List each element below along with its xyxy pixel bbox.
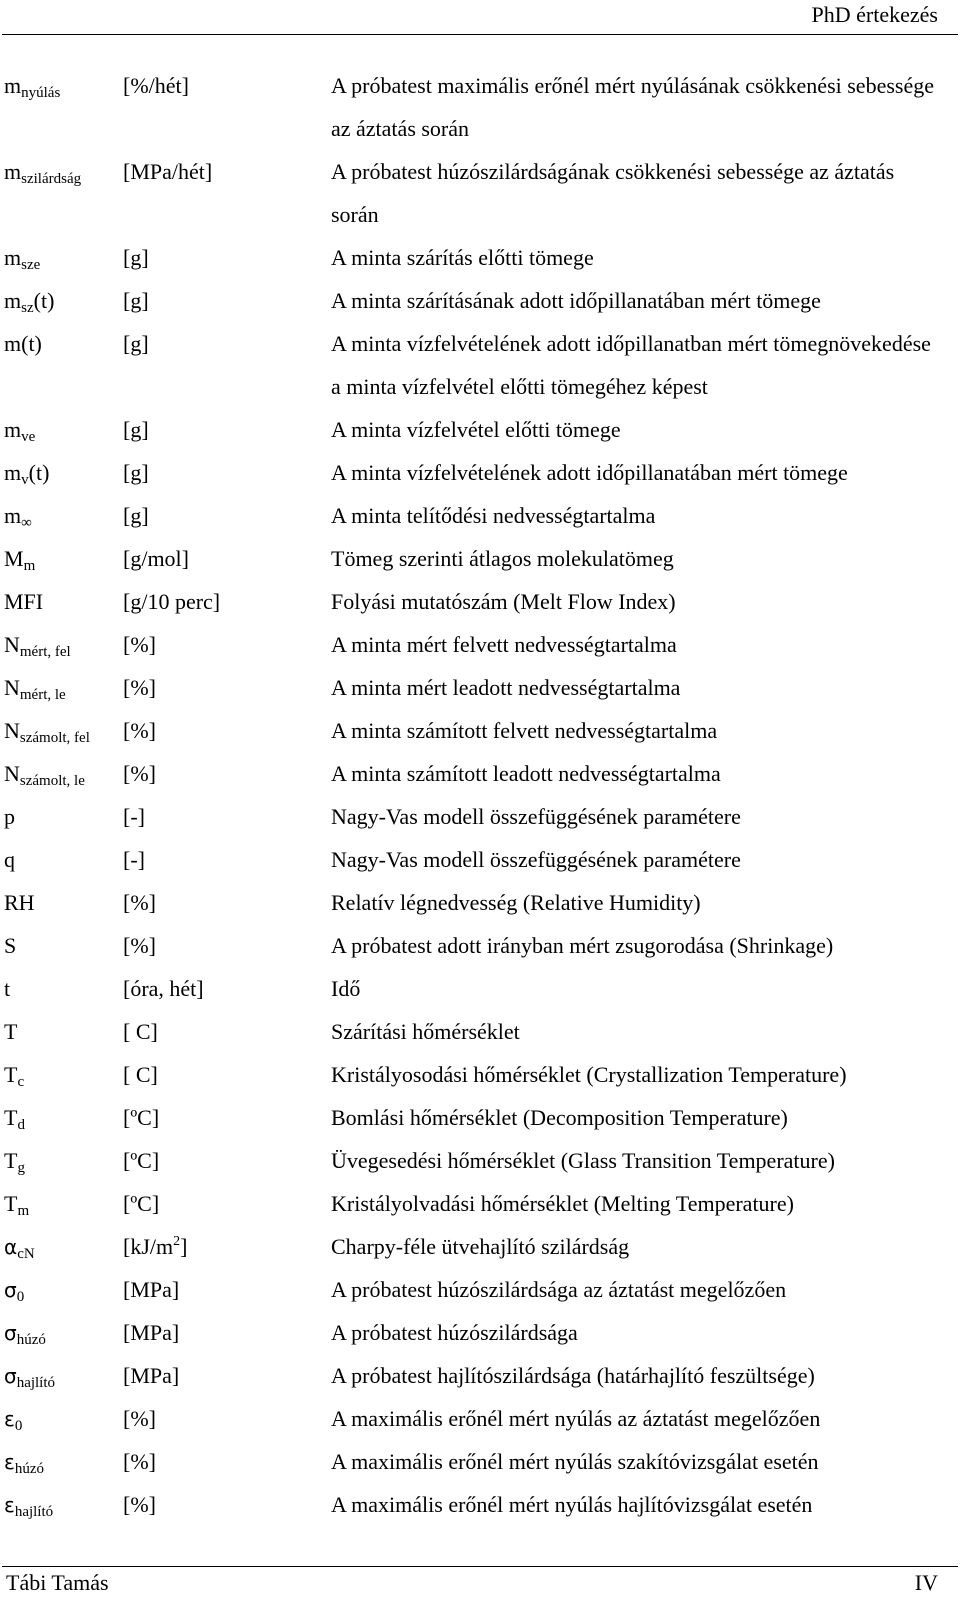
symbol (4, 1397, 22, 1441)
symbol-row (0, 752, 960, 795)
description: Folyási mutatószám (Melt Flow Index) (331, 589, 676, 614)
symbol-main: m(t) (4, 331, 42, 356)
symbol (4, 881, 35, 924)
page-number: IV (914, 1570, 938, 1595)
description: A minta vízfelvételének adott időpillanatban mért tömegnövekedése a minta vízfelvétel előtti tömegéhez képest (331, 331, 931, 399)
symbol-subscript: húzó (14, 1461, 44, 1477)
symbol-subscript: v (21, 472, 29, 488)
symbol-main: m (4, 288, 22, 313)
unit (123, 64, 189, 107)
unit (123, 1440, 156, 1483)
unit-text: [%] (123, 761, 156, 786)
description: Szárítási hőmérséklet (331, 1019, 520, 1044)
description: A próbatest hajlítószilárdsága (határhajlító feszültsége) (331, 1363, 815, 1388)
unit (123, 623, 156, 666)
symbol (4, 1268, 24, 1312)
symbol-main: ε (4, 1493, 15, 1517)
symbol-row (0, 709, 960, 752)
symbol-row (0, 1354, 960, 1397)
symbol (4, 1311, 46, 1355)
symbol-main: T (4, 1148, 18, 1173)
symbol-subscript: számolt, le (19, 773, 85, 789)
symbol-main: m (4, 460, 22, 485)
unit (123, 795, 145, 838)
unit-superscript: 2 (173, 1234, 181, 1249)
unit (123, 709, 156, 752)
header-title: PhD értekezés (811, 2, 938, 27)
description: A minta vízfelvételének adott időpillanatában mért tömege (331, 460, 848, 485)
unit-text: [g] (123, 245, 149, 270)
unit-text: [g/mol] (123, 546, 189, 571)
unit-text: [%] (123, 890, 156, 915)
symbol-main: MFI (4, 589, 44, 614)
symbol-subscript: 0 (14, 1418, 23, 1434)
symbol (4, 623, 71, 666)
symbol-row (0, 1311, 960, 1354)
unit-text: [%] (123, 632, 156, 657)
symbol-main: t (4, 976, 11, 1001)
symbol-suffix: (t) (28, 460, 50, 485)
symbol-subscript: hajlító (16, 1375, 56, 1391)
unit-text: [MPa] (123, 1363, 180, 1388)
symbol (4, 1483, 53, 1527)
symbol-row (0, 408, 960, 451)
unit (123, 1268, 179, 1311)
unit-text: [MPa/hét] (123, 159, 213, 184)
symbol-row (0, 623, 960, 666)
description: Idő (331, 976, 361, 1001)
symbol-row (0, 1268, 960, 1311)
symbol-main: α (4, 1235, 18, 1259)
symbol-subscript: cN (17, 1246, 35, 1262)
symbol-main: S (4, 933, 17, 958)
symbol-row (0, 64, 960, 150)
symbol-row (0, 881, 960, 924)
symbol (4, 924, 16, 967)
unit-text: [%] (123, 675, 156, 700)
symbol-main: RH (4, 890, 35, 915)
symbol-row (0, 279, 960, 322)
symbol (4, 408, 35, 451)
description: A minta mért felvett nedvességtartalma (331, 632, 677, 657)
unit (123, 494, 149, 537)
description: A minta számított leadott nedvességtartalma (331, 761, 721, 786)
unit (123, 1225, 187, 1268)
symbol-subscript: 0 (16, 1289, 25, 1305)
description: A maximális erőnél mért nyúlás szakítóvizsgálat esetén (331, 1449, 819, 1474)
unit (123, 1483, 156, 1526)
symbol-row (0, 1053, 960, 1096)
unit (123, 1311, 179, 1354)
description: A minta telítődési nedvességtartalma (331, 503, 656, 528)
symbol-main: ε (4, 1407, 15, 1431)
unit (123, 150, 212, 193)
symbol-main: σ (4, 1278, 17, 1302)
symbol-subscript: szilárdság (21, 171, 82, 187)
symbol (4, 1139, 25, 1182)
symbol-main: N (4, 632, 20, 657)
symbol-row (0, 150, 960, 236)
symbol-row (0, 236, 960, 279)
unit (123, 580, 220, 623)
symbol-row (0, 451, 960, 494)
unit-text: [%/hét] (123, 73, 189, 98)
symbol-main: N (4, 761, 20, 786)
symbol-main: σ (4, 1321, 17, 1345)
unit-text: [-] (123, 804, 145, 829)
unit (123, 1182, 159, 1225)
unit (123, 838, 145, 881)
symbol-row (0, 1397, 960, 1440)
symbol (4, 322, 42, 365)
symbol (4, 150, 81, 193)
symbol-main: T (4, 1105, 18, 1130)
page-footer (0, 1566, 960, 1601)
symbol-subscript: húzó (16, 1332, 46, 1348)
symbol (4, 1182, 29, 1225)
symbol (4, 1225, 35, 1269)
unit-text: [g] (123, 331, 149, 356)
symbol-main: ε (4, 1450, 15, 1474)
symbol-list (0, 64, 960, 1526)
description: A maximális erőnél mért nyúlás az áztatást megelőzően (331, 1406, 821, 1431)
unit-text: [óra, hét] (123, 976, 204, 1001)
symbol (4, 1053, 24, 1096)
symbol-subscript: m (17, 1203, 30, 1219)
symbol-row (0, 1225, 960, 1268)
symbol (4, 1354, 55, 1398)
description: A próbatest adott irányban mért zsugorodása (Shrinkage) (331, 933, 834, 958)
unit-text: [kJ/m (123, 1234, 174, 1259)
symbol-row (0, 494, 960, 537)
symbol-subscript: ∞ (21, 515, 32, 531)
symbol (4, 752, 85, 795)
description: A próbatest húzószilárdsága (331, 1320, 578, 1345)
description: Nagy-Vas modell összefüggésének paramétere (331, 804, 741, 829)
description: Relatív légnedvesség (Relative Humidity) (331, 890, 701, 915)
description: Kristályolvadási hőmérséklet (Melting Temperature) (331, 1191, 794, 1216)
unit-suffix: ] (180, 1234, 188, 1259)
unit-text: [g] (123, 288, 149, 313)
unit (123, 322, 149, 365)
symbol-row (0, 1096, 960, 1139)
symbol-main: M (4, 546, 24, 571)
unit-text: [g/10 perc] (123, 589, 221, 614)
unit-text: [%] (123, 1449, 156, 1474)
unit (123, 924, 156, 967)
unit (123, 1010, 158, 1053)
symbol (4, 451, 49, 494)
unit (123, 752, 156, 795)
symbol-main: m (4, 73, 22, 98)
unit (123, 881, 156, 924)
unit (123, 1397, 156, 1440)
symbol-main: N (4, 675, 20, 700)
unit (123, 967, 204, 1010)
symbol-main: T (4, 1191, 18, 1216)
description: A minta számított felvett nedvességtartalma (331, 718, 718, 743)
unit-text: [MPa] (123, 1320, 180, 1345)
unit-text: [-] (123, 847, 145, 872)
symbol-row (0, 1483, 960, 1526)
unit (123, 279, 149, 322)
symbol-subscript: g (17, 1160, 25, 1176)
footer-author: Tábi Tamás (6, 1570, 109, 1595)
symbol-row (0, 838, 960, 881)
unit (123, 451, 149, 494)
unit-text: [%] (123, 1406, 156, 1431)
unit-text: [%] (123, 933, 156, 958)
symbol-row (0, 1440, 960, 1483)
unit (123, 666, 156, 709)
unit-text: [g] (123, 503, 149, 528)
description: A minta szárításának adott időpillanatában mért tömege (331, 288, 821, 313)
unit-text: [ C] (123, 1019, 158, 1044)
symbol-subscript: nyúlás (21, 85, 61, 101)
symbol-subscript: c (17, 1074, 25, 1090)
description: A próbatest húzószilárdságának csökkenési sebessége az áztatás során (331, 159, 895, 227)
symbol (4, 709, 90, 752)
symbol-main: m (4, 245, 22, 270)
symbol-subscript: mért, le (19, 687, 66, 703)
description: A próbatest maximális erőnél mért nyúlásának csökkenési sebessége az áztatás során (331, 73, 934, 141)
symbol (4, 64, 60, 107)
symbol-main: σ (4, 1364, 17, 1388)
description: Kristályosodási hőmérséklet (Crystallization Temperature) (331, 1062, 847, 1087)
symbol-subscript: mért, fel (19, 644, 71, 660)
description: Charpy-féle ütvehajlító szilárdság (331, 1234, 630, 1259)
unit (123, 236, 149, 279)
unit-text: [g] (123, 417, 149, 442)
symbol-row (0, 666, 960, 709)
description: A minta vízfelvétel előtti tömege (331, 417, 621, 442)
symbol-subscript: számolt, fel (19, 730, 90, 746)
unit-text: [g] (123, 460, 149, 485)
symbol-main: m (4, 417, 22, 442)
symbol (4, 236, 40, 279)
symbol-main: q (4, 847, 15, 872)
description: A próbatest húzószilárdsága az áztatást megelőzően (331, 1277, 787, 1302)
symbol-main: T (4, 1019, 18, 1044)
symbol-subscript: d (17, 1117, 25, 1133)
symbol (4, 1096, 25, 1139)
header-divider (2, 34, 958, 35)
unit (123, 1053, 158, 1096)
symbol-main: T (4, 1062, 18, 1087)
unit (123, 1096, 159, 1139)
symbol (4, 666, 66, 709)
symbol-row (0, 1010, 960, 1053)
symbol (4, 537, 35, 580)
symbol-main: m (4, 503, 22, 528)
symbol (4, 1010, 17, 1053)
unit-text: [ C] (123, 1062, 158, 1087)
unit-text: [%] (123, 1492, 156, 1517)
symbol-subscript: hajlító (14, 1504, 54, 1520)
symbol (4, 795, 15, 838)
description: Nagy-Vas modell összefüggésének paramétere (331, 847, 741, 872)
description: Üvegesedési hőmérséklet (Glass Transition Temperature) (331, 1148, 835, 1173)
description: Tömeg szerinti átlagos molekulatömeg (331, 546, 674, 571)
symbol-row (0, 580, 960, 623)
unit-text: [%] (123, 718, 156, 743)
unit-text: [ºC] (123, 1105, 160, 1130)
unit-text: [ºC] (123, 1191, 160, 1216)
symbol-row (0, 322, 960, 408)
symbol (4, 838, 15, 881)
footer-divider (2, 1566, 958, 1567)
symbol (4, 494, 32, 537)
symbol-row (0, 967, 960, 1010)
symbol-main: m (4, 159, 22, 184)
unit (123, 408, 149, 451)
symbol-subscript: sz (21, 300, 34, 316)
unit-text: [MPa] (123, 1277, 180, 1302)
symbol-row (0, 1139, 960, 1182)
symbol-row (0, 795, 960, 838)
unit (123, 1139, 159, 1182)
page-header (0, 0, 960, 36)
symbol (4, 580, 43, 623)
symbol-row (0, 924, 960, 967)
symbol-subscript: m (23, 558, 36, 574)
symbol-main: p (4, 804, 15, 829)
symbol-main: N (4, 718, 20, 743)
description: A minta mért leadott nedvességtartalma (331, 675, 681, 700)
unit (123, 1354, 179, 1397)
symbol-row (0, 537, 960, 580)
symbol (4, 967, 10, 1010)
symbol (4, 279, 54, 322)
symbol-subscript: ve (21, 429, 36, 445)
unit-text: [ºC] (123, 1148, 160, 1173)
symbol-row (0, 1182, 960, 1225)
unit (123, 537, 189, 580)
symbol (4, 1440, 44, 1484)
symbol-suffix: (t) (33, 288, 55, 313)
symbol-subscript: sze (21, 257, 41, 273)
description: A minta szárítás előtti tömege (331, 245, 594, 270)
description: Bomlási hőmérséklet (Decomposition Temperature) (331, 1105, 788, 1130)
description: A maximális erőnél mért nyúlás hajlítóvizsgálat esetén (331, 1492, 813, 1517)
